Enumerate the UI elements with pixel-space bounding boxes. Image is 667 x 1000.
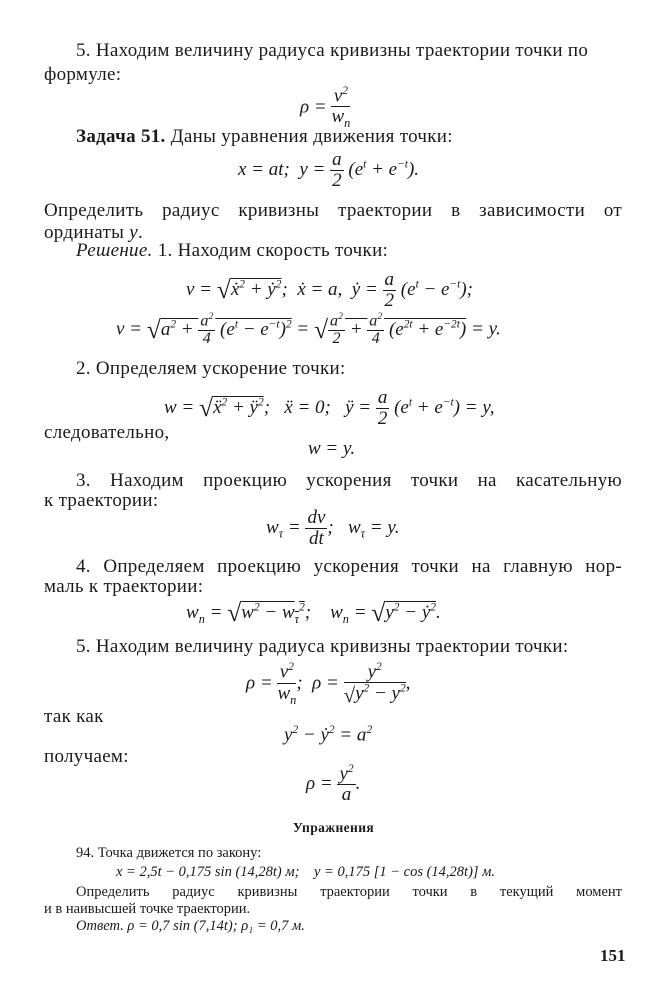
formula-normal: $w_n = √w^2 - w_\tau^2$; $w_n = √y^2$ − ẏ$^2$.	[186, 598, 441, 627]
answer-text: ρ = 0,7 sin (7,14t); ρ₁ = 0,7 м.	[127, 918, 305, 934]
formula-radius: ρ = $\frac{v^2}{w_n}$ ; ρ = $\frac{y^2}{√y^2 - y^2}$ ,	[246, 661, 411, 707]
ex94-law-x: x = 2,5t − 0,175 sin (14,28t) м;	[116, 864, 300, 880]
formula-motion-equations: x = at; y = $\frac{a}{2}$ $(e^t + e^{-t})$.	[238, 149, 420, 191]
task-51-line	[76, 126, 453, 148]
formula-w-eq-y: w = y.	[308, 438, 356, 459]
formula-tangential: $w_\tau$ = $\frac{dv}{dt}$ ; $w_\tau = y$.	[266, 507, 400, 549]
step4-line1: 4. Определяем проекцию ускорения точки на главную нор-	[76, 556, 622, 577]
p5-line2: формуле:	[44, 64, 122, 85]
step3-line1: 3. Находим проекцию ускорения точки на касательную	[76, 470, 622, 491]
solution-label: Решение.	[76, 240, 153, 261]
determine-line1: Определить радиус кривизны траектории в зависимости от	[44, 200, 622, 221]
step2-line: 2. Определяем ускорение точки:	[76, 358, 346, 379]
since-line: так как	[44, 706, 104, 727]
solution-line	[76, 240, 388, 262]
ex94-det-line1: Определить радиус кривизны траектории точки в текущий момент	[76, 884, 622, 900]
p5-line1: 5. Находим величину радиуса кривизны траектории точки по	[76, 40, 589, 61]
task-text: Даны уравнения движения точки:	[170, 126, 453, 147]
formula-final: ρ = $\frac{y^2}{a}$ .	[306, 763, 361, 806]
formula-identity: $y^2$ − ẏ$^2$ = $a^2$	[284, 724, 373, 746]
exercises-heading: Упражнения	[292, 820, 375, 835]
formula-velocity-expanded: $v = √a^2$ + $\frac{a^2}{4}$ $(e^t - e^{-t})^2$ = √ $\frac{a^2}{2}$ + $\frac{a^2}{4}$ $(e^{2t} + e^{-2t}) = y$.	[116, 311, 501, 348]
determine-line2: ординаты y.	[44, 222, 144, 243]
therefore-line: следовательно,	[44, 422, 170, 443]
step4-line2: маль к траектории:	[44, 576, 204, 597]
formula-rho-v2-wn: ρ = $\frac{v^2}{w_n}$	[300, 85, 351, 131]
ex94-law	[116, 864, 495, 881]
page-number: 151	[600, 946, 626, 965]
obtain-line: получаем:	[44, 746, 129, 767]
answer-line	[76, 918, 305, 935]
ex94-law-y: y = 0,175 [1 − cos (14,28t)] м.	[313, 864, 496, 880]
formula-velocity: v = √ẋ$^2$ + ẏ$^2$; ẋ = a, ẏ = $\frac{a}{2}$ $(e^t - e^{-t})$;	[186, 269, 474, 311]
ex94-line1: 94. Точка движется по закону:	[76, 845, 262, 861]
determine-line2-text: ординаты	[44, 222, 125, 243]
formula-acceleration: w = √ẍ$^2$ + $ÿ^2$; ẍ = 0; ÿ = $\frac{a}{2}$ $(e^t + e^{-t}) = y$,	[164, 387, 495, 429]
step3-line2: к траектории:	[44, 490, 159, 511]
task-label: Задача 51.	[76, 126, 166, 147]
step5-line: 5. Находим величину радиуса кривизны траектории точки:	[76, 636, 569, 657]
answer-label: Ответ.	[76, 918, 124, 934]
solution-text: 1. Находим скорость точки:	[157, 240, 389, 261]
ex94-det-line2: и в наивысшей точке траектории.	[44, 901, 251, 917]
